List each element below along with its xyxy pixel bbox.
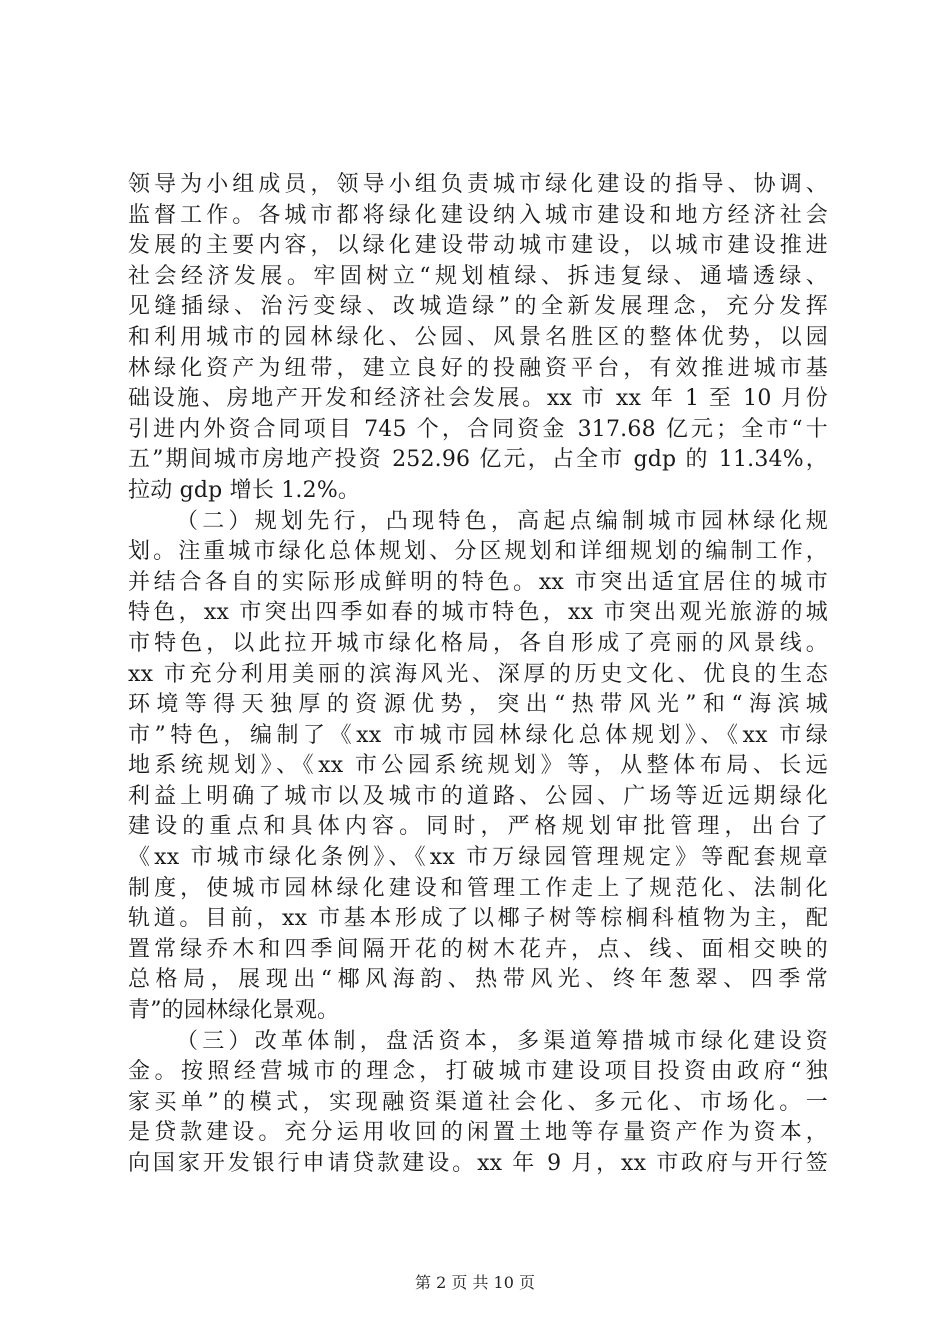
text-line: 利益上明确了城市以及城市的道路、公园、广场等近远期绿化 <box>128 783 828 809</box>
text-line: 金。按照经营城市的理念，打破城市建设项目投资由政府“独 <box>128 1059 828 1085</box>
text-line: 见缝插绿、治污变绿、改城造绿”的全新发展理念，充分发挥 <box>128 294 828 320</box>
text-line: 《xx 市城市绿化条例》、《xx 市万绿园管理规定》等配套规章 <box>128 845 828 871</box>
text-line: 发展的主要内容，以绿化建设带动城市建设，以城市建设推进 <box>128 233 828 259</box>
text-line: 引进内外资合同项目 745 个，合同资金 317.68 亿元；全市“十 <box>128 416 828 442</box>
text-line: 拉动 gdp 增长 1.2%。 <box>128 477 361 503</box>
text-line: （三）改革体制，盘活资本，多渠道筹措城市绿化建设资 <box>176 1028 828 1054</box>
text-line: （二）规划先行，凸现特色，高起点编制城市园林绿化规 <box>176 508 828 534</box>
page-number-footer: 第 2 页 共 10 页 <box>415 1273 535 1292</box>
text-line: 市”特色，编制了《xx 市城市园林绿化总体规划》、《xx 市绿 <box>128 722 828 748</box>
text-line: 青”的园林绿化景观。 <box>128 998 340 1024</box>
text-line: 市特色，以此拉开城市绿化格局，各自形成了亮丽的风景线。 <box>128 630 828 656</box>
text-line: 并结合各自的实际形成鲜明的特色。xx 市突出适宜居住的城市 <box>128 569 828 595</box>
text-line: 特色，xx 市突出四季如春的城市特色，xx 市突出观光旅游的城 <box>128 600 828 626</box>
text-line: 领导为小组成员，领导小组负责城市绿化建设的指导、协调、 <box>128 172 828 197</box>
text-line: 制度，使城市园林绿化建设和管理工作走上了规范化、法制化 <box>128 875 828 901</box>
text-line: 五”期间城市房地产投资 252.96 亿元，占全市 gdp 的 11.34%， <box>128 447 828 473</box>
text-line: 环境等得天独厚的资源优势，突出“热带风光”和“海滨城 <box>128 692 828 718</box>
text-line: 是贷款建设。充分运用收回的闲置土地等存量资产作为资本， <box>128 1120 828 1146</box>
text-line: 林绿化资产为纽带，建立良好的投融资平台，有效推进城市基 <box>128 355 828 381</box>
text-line: 总格局，展现出“椰风海韵、热带风光、终年葱翠、四季常 <box>128 967 828 993</box>
text-line: xx 市充分利用美丽的滨海风光、深厚的历史文化、优良的生态 <box>128 661 828 687</box>
text-line: 地系统规划》、《xx 市公园系统规划》等，从整体布局、长远 <box>128 753 828 779</box>
body-text <box>128 170 828 1180</box>
text-line: 建设的重点和具体内容。同时，严格规划审批管理，出台了 <box>128 814 828 840</box>
text-line: 置常绿乔木和四季间隔开花的树木花卉，点、线、面相交映的 <box>128 936 828 962</box>
text-line: 家买单”的模式，实现融资渠道社会化、多元化、市场化。一 <box>128 1089 828 1115</box>
text-line: 向国家开发银行申请贷款建设。xx 年 9 月，xx 市政府与开行签 <box>128 1151 828 1176</box>
text-line: 轨道。目前，xx 市基本形成了以椰子树等棕榈科植物为主，配 <box>128 906 828 932</box>
text-line: 划。注重城市绿化总体规划、分区规划和详细规划的编制工作， <box>128 539 828 565</box>
text-line: 和利用城市的园林绿化、公园、风景名胜区的整体优势，以园 <box>128 324 828 350</box>
text-line: 础设施、房地产开发和经济社会发展。xx 市 xx 年 1 至 10 月份 <box>128 386 828 412</box>
text-line: 社会经济发展。牢固树立“规划植绿、拆违复绿、通墙透绿、 <box>128 263 828 289</box>
text-line: 监督工作。各城市都将绿化建设纳入城市建设和地方经济社会 <box>128 202 828 228</box>
